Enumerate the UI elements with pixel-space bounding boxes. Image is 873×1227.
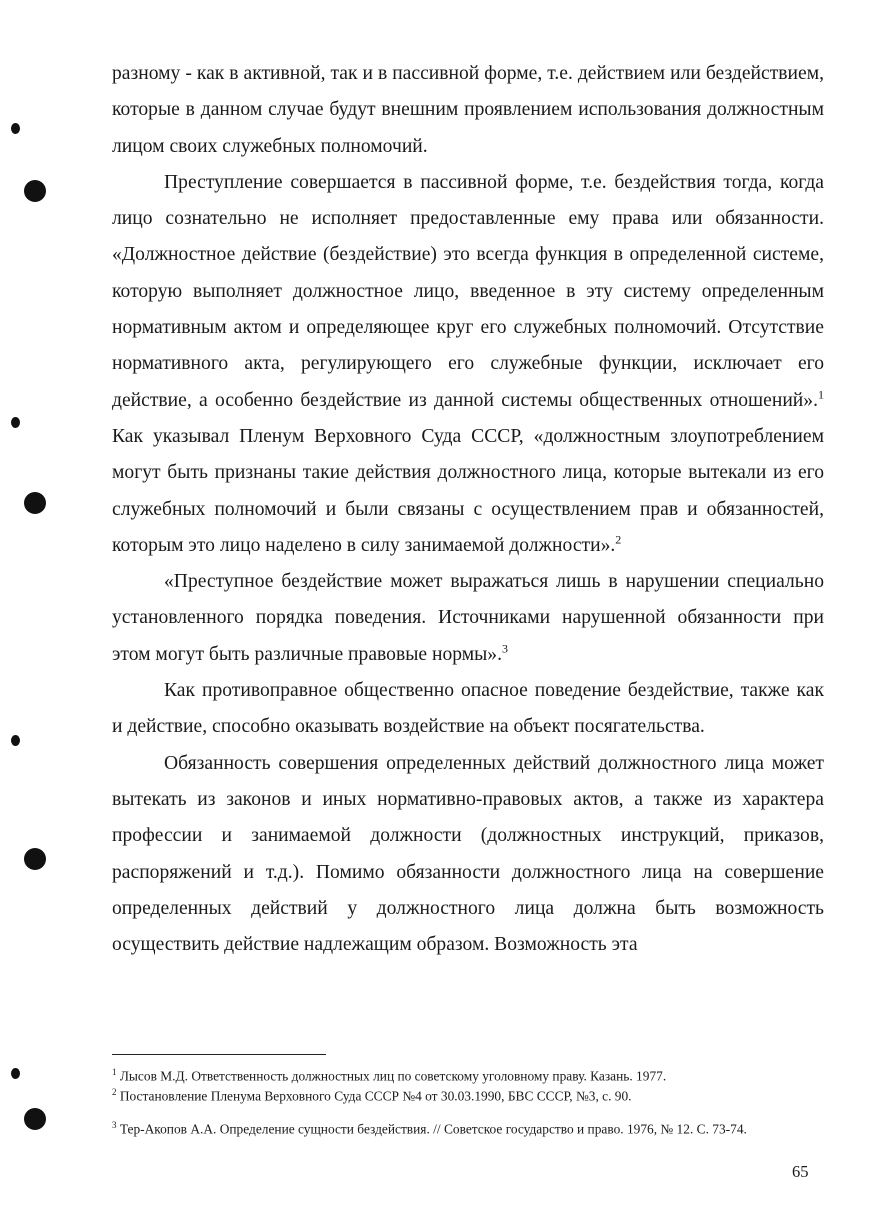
punch-hole xyxy=(24,848,46,870)
paragraph-5: Обязанность совершения определенных действий должностного лица может вытекать из законов и иных нормативно-правовых актов, а также из характера профессии и занимаемой должности (должностных инструкций, приказов, распоряжений и т.д.). Помимо обязанности должностного лица на совершение определенных действий у должностного лица должна быть возможность осуществить действие надлежащим образом. Возможность эта xyxy=(112,752,824,956)
paragraph-2: Преступление совершается в пассивной форме, т.е. бездействия тогда, когда лицо сознательно не исполняет предоставленные ему права или обязанности. «Должностное действие (бездействие) это всегда функция в определенной системе, которую выполняет должностное лицо, введенное в эту систему определенным нормативным актом и определяющее круг его служебных полномочий. Отсутствие нормативного акта, регулирующего его служебные функции, исключает его действие, а особенно бездействие из данной системы общественных отношений».$^1$ Как указывал Пленум Верховного Суда СССР, «должностным злоупотреблением могут быть признаны такие действия должностного лица, которые вытекали из его служебных полномочий и были связаны с осуществлением прав и обязанностей, которым это лицо наделено в силу занимаемой должности».$^2$ xyxy=(112,171,824,556)
punch-hole-mark xyxy=(11,1068,20,1079)
paragraph-3: «Преступное бездействие может выражаться лишь в нарушении специально установленного порядка поведения. Источниками нарушенной обязанности при этом могут быть различные правовые нормы».$^3$ xyxy=(112,571,824,665)
footnote-reference: 3 xyxy=(502,641,508,656)
body-text xyxy=(112,56,824,963)
footnote-reference: 2 xyxy=(615,532,622,547)
footnote-separator xyxy=(112,1054,326,1055)
punch-hole xyxy=(24,1108,46,1130)
footnote-1: $^1$ Лысов М.Д. Ответственность должностных лиц по советскому уголовному праву. Казань. 1977. xyxy=(112,1067,667,1084)
footnote-3: $^3$ Тер-Акопов А.А. Определение сущности бездействия. // Советское государство и право. 1976, № 12. С. 73-74. xyxy=(112,1119,747,1137)
footnotes xyxy=(112,1064,824,1137)
punch-hole xyxy=(24,492,46,514)
punch-hole-mark xyxy=(11,417,20,428)
punch-hole-mark xyxy=(11,735,20,746)
footnote-2: $^2$ Постановление Пленума Верховного Суда СССР №4 от 30.03.1990, БВС СССР, №3, с. 90. xyxy=(112,1087,632,1104)
page-number: 65 xyxy=(792,1162,809,1181)
paragraph-4: Как противоправное общественно опасное поведение бездействие, также как и действие, способно оказывать воздействие на объект посягательства. xyxy=(112,680,824,738)
punch-hole-mark xyxy=(11,123,20,134)
footnote-reference: 1 xyxy=(818,387,824,402)
paragraph-1: разному - как в активной, так и в пассивной форме, т.е. действием или бездействием, которые в данном случае будут внешним проявлением использования должностным лицом своих служебных полномочий. xyxy=(112,63,824,157)
punch-hole xyxy=(24,180,46,202)
